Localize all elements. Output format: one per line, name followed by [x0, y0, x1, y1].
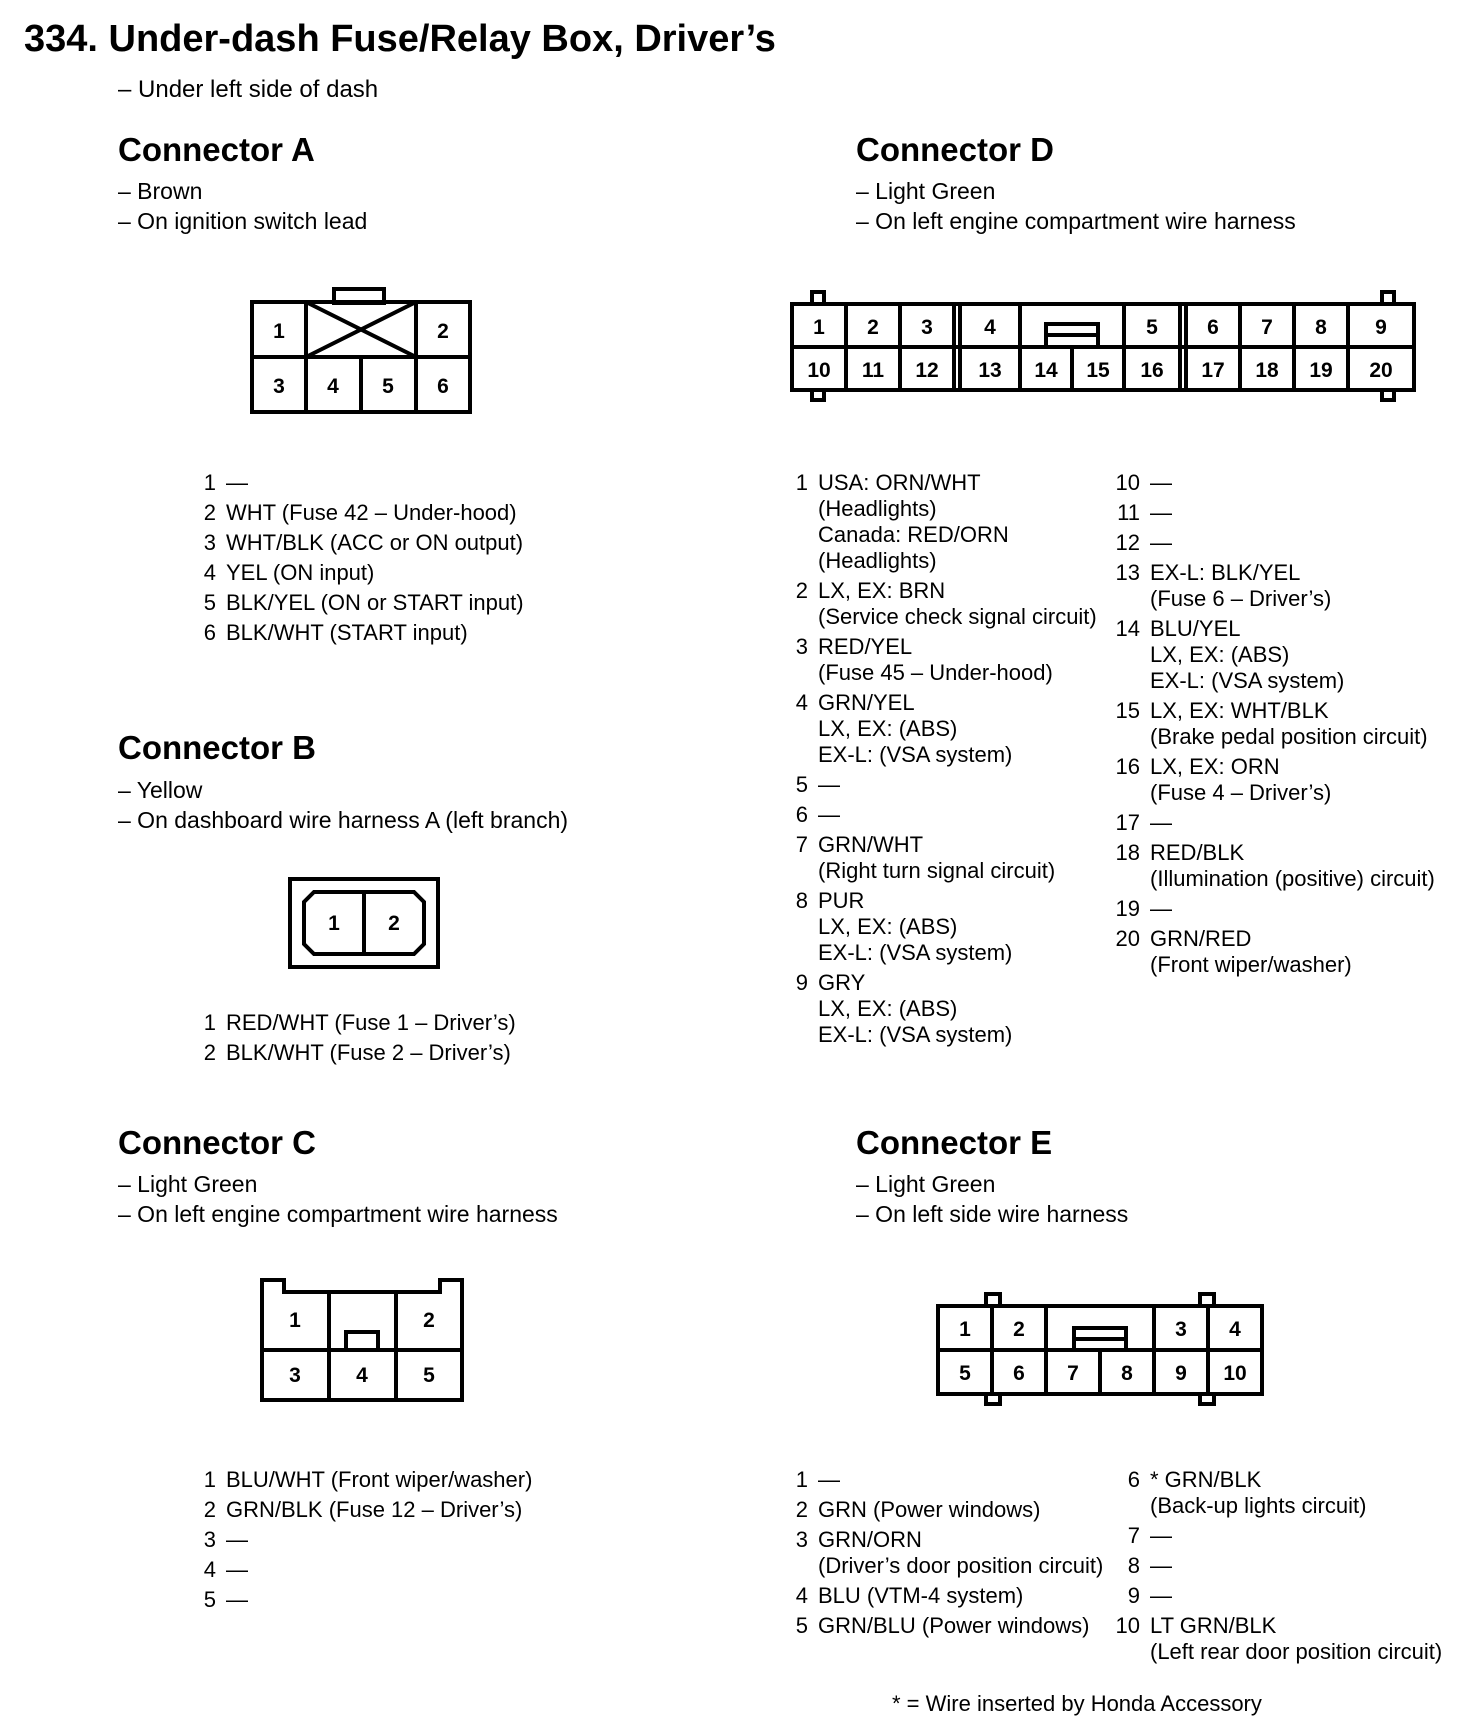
- pin-description-line: LX, EX: (ABS): [818, 914, 958, 939]
- pin-description-line: (Back-up lights circuit): [1150, 1493, 1367, 1518]
- pin-description-line: LX, EX: WHT/BLK: [1150, 698, 1329, 723]
- pin-number: 6: [1127, 1467, 1140, 1492]
- connector-d-cavity-8: 8: [1315, 316, 1327, 339]
- pin-description-line: BLK/YEL (ON or START input): [226, 590, 524, 615]
- connector-c-cavity-5: 5: [423, 1364, 435, 1387]
- pin-row: [1098, 498, 1435, 528]
- pin-row: [776, 1525, 1103, 1581]
- pin-row: [1098, 894, 1435, 924]
- connector-d-heading: Connector D: [856, 131, 1054, 168]
- pin-row: [776, 1495, 1103, 1525]
- pin-description: [1150, 468, 1172, 498]
- pin-number: 3: [795, 1527, 808, 1552]
- pin-description-line: —: [1150, 1553, 1172, 1578]
- page-title: 334. Under-dash Fuse/Relay Box, Driver’s: [24, 18, 776, 60]
- pin-number: 3: [795, 634, 808, 659]
- pin-description-line: BLK/WHT (START input): [226, 620, 468, 645]
- pin-row: [1098, 614, 1435, 696]
- pin-description: [818, 576, 1097, 632]
- pin-number: 1: [203, 1467, 216, 1492]
- pin-description-line: GRY: [818, 970, 866, 995]
- pin-description-line: LT GRN/BLK: [1150, 1613, 1277, 1638]
- pin-row: [776, 1581, 1103, 1611]
- pin-description-line: (Driver’s door position circuit): [818, 1553, 1104, 1578]
- connector-d-desc: [856, 176, 1296, 236]
- pin-description: [818, 1611, 1089, 1641]
- connector-d-cavity-14: 14: [1034, 359, 1058, 382]
- pin-description-line: (Brake pedal position circuit): [1150, 724, 1428, 749]
- pin-description: [226, 1465, 532, 1495]
- pin-description-line: LX, EX: (ABS): [818, 996, 958, 1021]
- pin-number: 1: [795, 1467, 808, 1492]
- connector-c-cavity-3: 3: [289, 1364, 301, 1387]
- pin-row: [776, 632, 1097, 688]
- pin-number: 3: [203, 1527, 216, 1552]
- pin-description: [818, 1465, 840, 1495]
- pin-description: [1150, 614, 1344, 696]
- pin-description: [226, 588, 524, 618]
- pin-description-line: (Left rear door position circuit): [1150, 1639, 1443, 1664]
- pin-description: [818, 1495, 1041, 1525]
- pin-number: 6: [795, 802, 808, 827]
- connector-d-cavity-10: 10: [807, 359, 831, 382]
- pin-description: [226, 468, 248, 498]
- pin-description-line: —: [1150, 470, 1172, 495]
- connector-e-desc: [856, 1169, 1128, 1229]
- pin-description-line: WHT (Fuse 42 – Under-hood): [226, 500, 517, 525]
- pin-row: [1098, 1465, 1442, 1521]
- connector-e-cavity-10: 10: [1223, 1362, 1247, 1385]
- pin-number: 4: [795, 1583, 808, 1608]
- pin-number: 9: [1127, 1583, 1140, 1608]
- pin-description: [1150, 838, 1435, 894]
- pin-number: 7: [1127, 1523, 1140, 1548]
- pin-description-line: GRN/BLK (Fuse 12 – Driver’s): [226, 1497, 523, 1522]
- pin-number: 5: [203, 1587, 216, 1612]
- pin-description: [226, 618, 468, 648]
- pin-description-line: —: [1150, 1583, 1172, 1608]
- connector-e-cavity-9: 9: [1175, 1362, 1187, 1385]
- pin-row: [1098, 696, 1435, 752]
- connector-d-cavity-11: 11: [861, 359, 885, 382]
- pin-number: 4: [203, 1557, 216, 1582]
- pin-description-line: —: [226, 1527, 248, 1552]
- pin-number: 17: [1115, 810, 1140, 835]
- pin-description-line: LX, EX: (ABS): [1150, 642, 1290, 667]
- pin-description: [1150, 1521, 1172, 1551]
- pin-description-line: —: [1150, 810, 1172, 835]
- pin-description-line: —: [818, 772, 840, 797]
- connector-e-pin-list-right: [1098, 1465, 1442, 1667]
- pin-number: 13: [1115, 560, 1140, 585]
- connector-b-diagram: [280, 870, 450, 975]
- pin-description: [1150, 752, 1331, 808]
- pin-description: [818, 968, 1012, 1050]
- pin-number: 11: [1117, 500, 1140, 525]
- pin-row: [776, 968, 1097, 1050]
- connector-c-diagram: [254, 1270, 474, 1410]
- pin-number: 1: [795, 470, 808, 495]
- pin-description-line: LX, EX: (ABS): [818, 716, 958, 741]
- pin-description: [1150, 1465, 1366, 1521]
- pin-row: [776, 1611, 1103, 1641]
- connector-c-heading: Connector C: [118, 1124, 316, 1161]
- pin-number: 1: [203, 470, 216, 495]
- pin-description: [226, 558, 374, 588]
- connector-d-cavity-17: 17: [1201, 359, 1225, 382]
- pin-row: [776, 1465, 1103, 1495]
- pin-description-line: —: [226, 1557, 248, 1582]
- pin-row: [188, 1495, 532, 1525]
- pin-description-line: RED/BLK: [1150, 840, 1245, 865]
- pin-description-line: YEL (ON input): [226, 560, 375, 585]
- pin-description: [818, 830, 1055, 886]
- pin-number: 12: [1115, 530, 1140, 555]
- pin-description: [1150, 696, 1428, 752]
- pin-description-line: (Headlights): [818, 496, 937, 521]
- connector-c-cavity-2: 2: [423, 1309, 435, 1332]
- pin-number: 2: [795, 1497, 808, 1522]
- pin-row: [1098, 752, 1435, 808]
- pin-description: [1150, 1581, 1172, 1611]
- connector-e-cavity-6: 6: [1013, 1362, 1025, 1385]
- connector-d-cavity-3: 3: [921, 316, 933, 339]
- pin-row: [188, 1525, 532, 1555]
- connector-d-cavity-19: 19: [1309, 359, 1333, 382]
- pin-description-line: Canada: RED/ORN: [818, 522, 1009, 547]
- connector-d-pin-list-right: [1098, 468, 1435, 980]
- pin-description: [1150, 1611, 1442, 1667]
- connector-c-pin-list: [188, 1465, 532, 1615]
- pin-description: [818, 886, 1012, 968]
- connector-b-location: – On dashboard wire harness A (left branch): [118, 807, 569, 833]
- pin-number: 4: [795, 690, 808, 715]
- pin-number: 8: [1127, 1553, 1140, 1578]
- pin-number: 15: [1115, 698, 1140, 723]
- pin-number: 18: [1115, 840, 1140, 865]
- pin-description-line: EX-L: (VSA system): [818, 742, 1013, 767]
- connector-a-desc: [118, 176, 367, 236]
- connector-a-color: – Brown: [118, 178, 203, 204]
- pin-description-line: BLK/WHT (Fuse 2 – Driver’s): [226, 1040, 511, 1065]
- pin-description: [818, 632, 1053, 688]
- connector-a-cavity-4: 4: [327, 375, 339, 398]
- pin-description-line: —: [226, 470, 248, 495]
- pin-description: [818, 1581, 1023, 1611]
- pin-description-line: BLU/WHT (Front wiper/washer): [226, 1467, 533, 1492]
- pin-row: [188, 1038, 516, 1068]
- pin-description: [818, 800, 840, 830]
- pin-description: [226, 498, 517, 528]
- pin-row: [188, 558, 524, 588]
- pin-row: [188, 1555, 532, 1585]
- pin-row: [776, 468, 1097, 576]
- connector-d-pin-list-left: [776, 468, 1097, 1050]
- pin-number: 5: [795, 772, 808, 797]
- pin-row: [776, 770, 1097, 800]
- connector-b-heading: Connector B: [118, 729, 316, 766]
- connector-a-pin-list: [188, 468, 524, 648]
- connector-a-diagram: [240, 280, 480, 425]
- connector-b-cavity-1: 1: [328, 912, 340, 935]
- connector-e-heading: Connector E: [856, 1124, 1053, 1161]
- connector-d-cavity-9: 9: [1375, 316, 1387, 339]
- pin-number: 19: [1115, 896, 1140, 921]
- connector-e-cavity-5: 5: [959, 1362, 971, 1385]
- pin-row: [188, 528, 524, 558]
- pin-number: 9: [795, 970, 808, 995]
- pin-number: 16: [1115, 754, 1140, 779]
- pin-row: [188, 498, 524, 528]
- pin-number: 4: [203, 560, 216, 585]
- pin-description-line: USA: ORN/WHT: [818, 470, 981, 495]
- pin-description-line: (Headlights): [818, 548, 937, 573]
- connector-e-pin-list-left: [776, 1465, 1103, 1641]
- connector-e-cavity-2: 2: [1013, 1318, 1025, 1341]
- pin-description-line: GRN/WHT: [818, 832, 924, 857]
- connector-e-cavity-7: 7: [1067, 1362, 1079, 1385]
- connector-d-diagram: [780, 282, 1420, 412]
- connector-a-cavity-2: 2: [437, 320, 449, 343]
- connector-a-location: – On ignition switch lead: [118, 208, 368, 234]
- connector-c-desc: [118, 1169, 558, 1229]
- connector-d-cavity-4: 4: [984, 316, 996, 339]
- connector-d-cavity-1: 1: [813, 316, 825, 339]
- connector-e-location: – On left side wire harness: [856, 1201, 1129, 1227]
- connector-e-cavity-1: 1: [959, 1318, 971, 1341]
- pin-description: [226, 1555, 248, 1585]
- pin-row: [1098, 558, 1435, 614]
- pin-description-line: GRN (Power windows): [818, 1497, 1041, 1522]
- connector-d-cavity-15: 15: [1086, 359, 1110, 382]
- pin-description-line: GRN/ORN: [818, 1527, 922, 1552]
- pin-number: 3: [203, 530, 216, 555]
- pin-description-line: (Fuse 6 – Driver’s): [1150, 586, 1332, 611]
- pin-row: [1098, 528, 1435, 558]
- pin-row: [1098, 1551, 1442, 1581]
- connector-d-cavity-5: 5: [1146, 316, 1158, 339]
- pin-description-line: GRN/BLU (Power windows): [818, 1613, 1090, 1638]
- pin-description-line: —: [818, 1467, 840, 1492]
- connector-a-heading: Connector A: [118, 131, 315, 168]
- pin-number: 7: [795, 832, 808, 857]
- pin-description: [226, 1525, 248, 1555]
- pin-row: [188, 618, 524, 648]
- footnote: * = Wire inserted by Honda Accessory: [892, 1691, 1262, 1716]
- pin-description-line: LX, EX: BRN: [818, 578, 946, 603]
- pin-row: [776, 576, 1097, 632]
- pin-description: [1150, 924, 1352, 980]
- connector-d-cavity-7: 7: [1261, 316, 1273, 339]
- pin-description: [226, 1008, 516, 1038]
- pin-number: 2: [203, 1040, 216, 1065]
- connector-d-cavity-6: 6: [1207, 316, 1219, 339]
- pin-description-line: (Illumination (positive) circuit): [1150, 866, 1435, 891]
- pin-description: [1150, 558, 1331, 614]
- pin-row: [188, 1465, 532, 1495]
- pin-row: [1098, 468, 1435, 498]
- connector-d-cavity-20: 20: [1369, 359, 1393, 382]
- pin-number: 14: [1115, 616, 1140, 641]
- pin-description-line: EX-L: (VSA system): [818, 940, 1013, 965]
- pin-description-line: RED/YEL: [818, 634, 913, 659]
- pin-description: [818, 688, 1012, 770]
- pin-number: 5: [795, 1613, 808, 1638]
- pin-description-line: —: [818, 802, 840, 827]
- pin-number: 10: [1115, 470, 1140, 495]
- connector-b-pin-list: [188, 1008, 516, 1068]
- pin-row: [1098, 838, 1435, 894]
- pin-description: [818, 770, 840, 800]
- connector-d-cavity-13: 13: [978, 359, 1002, 382]
- pin-row: [1098, 1521, 1442, 1551]
- pin-row: [776, 830, 1097, 886]
- connector-d-cavity-2: 2: [867, 316, 879, 339]
- pin-number: 2: [203, 1497, 216, 1522]
- pin-number: 2: [795, 578, 808, 603]
- pin-number: 8: [795, 888, 808, 913]
- connector-a-cavity-5: 5: [382, 375, 394, 398]
- connector-d-color: – Light Green: [856, 178, 996, 204]
- pin-description-line: GRN/RED: [1150, 926, 1252, 951]
- pin-row: [188, 468, 524, 498]
- pin-description-line: WHT/BLK (ACC or ON output): [226, 530, 524, 555]
- connector-a-cavity-6: 6: [437, 375, 449, 398]
- pin-number: 20: [1115, 926, 1140, 951]
- pin-description-line: RED/WHT (Fuse 1 – Driver’s): [226, 1010, 516, 1035]
- connector-a-cavity-1: 1: [273, 320, 285, 343]
- pin-description: [226, 1585, 248, 1615]
- pin-description-line: —: [1150, 896, 1172, 921]
- pin-row: [188, 1008, 516, 1038]
- pin-description-line: —: [1150, 500, 1172, 525]
- pin-description: [1150, 498, 1172, 528]
- pin-description: [818, 1525, 1103, 1581]
- pin-description: [226, 1038, 511, 1068]
- connector-b-color: – Yellow: [118, 777, 203, 803]
- connector-d-cavity-12: 12: [915, 359, 939, 382]
- connector-e-cavity-8: 8: [1121, 1362, 1133, 1385]
- pin-description-line: * GRN/BLK: [1150, 1467, 1262, 1492]
- pin-row: [776, 886, 1097, 968]
- pin-description-line: (Service check signal circuit): [818, 604, 1097, 629]
- connector-d-cavity-18: 18: [1255, 359, 1279, 382]
- pin-description-line: EX-L: (VSA system): [818, 1022, 1013, 1047]
- pin-row: [1098, 1581, 1442, 1611]
- connector-e-diagram: [926, 1284, 1276, 1419]
- pin-description: [226, 528, 523, 558]
- pin-description-line: (Fuse 4 – Driver’s): [1150, 780, 1332, 805]
- pin-description: [1150, 894, 1172, 924]
- pin-description: [818, 468, 1009, 576]
- connector-c-location: – On left engine compartment wire harness: [118, 1201, 558, 1227]
- pin-description: [1150, 808, 1172, 838]
- connector-c-cavity-4: 4: [356, 1364, 368, 1387]
- pin-description-line: (Right turn signal circuit): [818, 858, 1056, 883]
- pin-number: 2: [203, 500, 216, 525]
- pin-number: 6: [203, 620, 216, 645]
- pin-description: [226, 1495, 522, 1525]
- pin-description-line: —: [226, 1587, 248, 1612]
- pin-description-line: PUR: [818, 888, 865, 913]
- connector-c-cavity-1: 1: [289, 1309, 301, 1332]
- pin-description: [1150, 1551, 1172, 1581]
- connector-e-cavity-4: 4: [1229, 1318, 1241, 1341]
- pin-row: [188, 1585, 532, 1615]
- pin-description-line: (Front wiper/washer): [1150, 952, 1352, 977]
- connector-a-cavity-3: 3: [273, 375, 285, 398]
- pin-number: 5: [203, 590, 216, 615]
- pin-description-line: BLU/YEL: [1150, 616, 1241, 641]
- pin-description-line: BLU (VTM-4 system): [818, 1583, 1024, 1608]
- pin-row: [1098, 1611, 1442, 1667]
- pin-description-line: —: [1150, 1523, 1172, 1548]
- pin-description-line: —: [1150, 530, 1172, 555]
- pin-row: [776, 800, 1097, 830]
- connector-d-location: – On left engine compartment wire harness: [856, 208, 1296, 234]
- pin-number: 10: [1115, 1613, 1140, 1638]
- pin-description: [1150, 528, 1172, 558]
- connector-c-color: – Light Green: [118, 1171, 258, 1197]
- pin-description-line: EX-L: (VSA system): [1150, 668, 1345, 693]
- connector-e-cavity-3: 3: [1175, 1318, 1187, 1341]
- pin-row: [776, 688, 1097, 770]
- connector-e-color: – Light Green: [856, 1171, 996, 1197]
- pin-row: [1098, 924, 1435, 980]
- location-note: – Under left side of dash: [118, 76, 379, 103]
- pin-number: 1: [203, 1010, 216, 1035]
- pin-description-line: LX, EX: ORN: [1150, 754, 1280, 779]
- connector-b-cavity-2: 2: [388, 912, 400, 935]
- pin-description-line: (Fuse 45 – Under-hood): [818, 660, 1053, 685]
- pin-description-line: EX-L: BLK/YEL: [1150, 560, 1301, 585]
- pin-description-line: GRN/YEL: [818, 690, 915, 715]
- pin-row: [188, 588, 524, 618]
- pin-row: [1098, 808, 1435, 838]
- connector-b-desc: [118, 775, 568, 835]
- connector-d-cavity-16: 16: [1140, 359, 1164, 382]
